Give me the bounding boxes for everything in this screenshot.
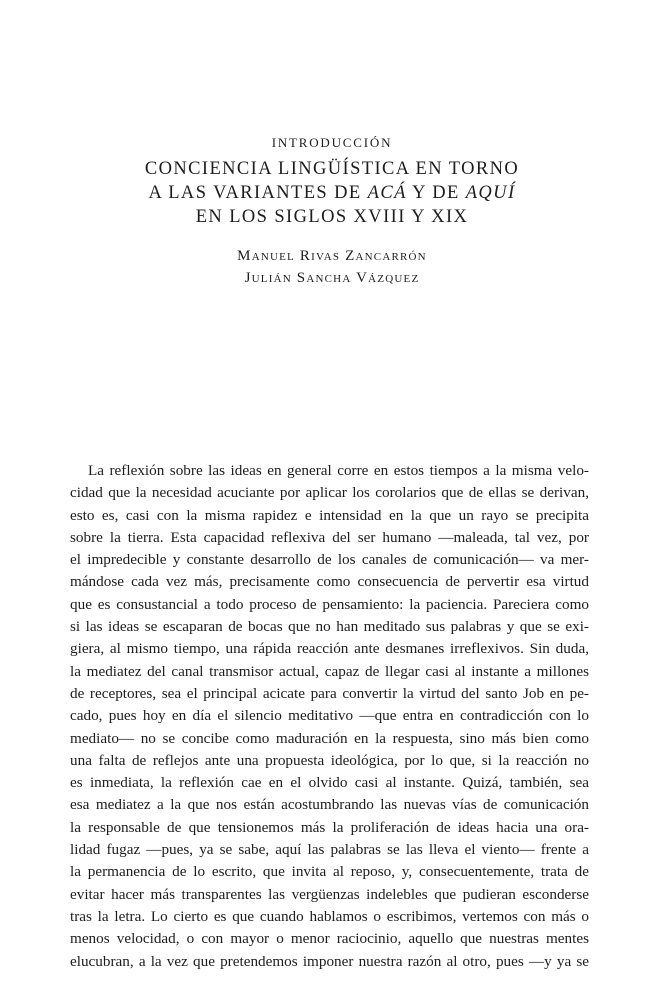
text-line: que es consustancial a todo proceso de pensamiento: la paciencia. Pareciera como bbox=[70, 595, 589, 613]
text-line: mándose cada vez más, precisamente como consecuencia de pervertir esa virtud bbox=[70, 573, 589, 591]
text-line: es inmediata, la reflexión cae en el olvido casi al instante. Quizá, también, sea bbox=[70, 774, 589, 792]
text-line: lidad fugaz —pues, ya se sabe, aquí las palabras se las lleva el viento— frente a bbox=[70, 841, 589, 859]
chapter-header bbox=[0, 134, 650, 289]
text-line: el impredecible y constante desarrollo de los canales de comunicación— va mer- bbox=[70, 551, 589, 569]
text-line: elucubran, a la vez que pretendemos imponer nuestra razón al otro, pues —y ya se bbox=[70, 952, 589, 970]
text-line: esto es, casi con la misma rapidez e intensidad en la que un rayo se precipita bbox=[70, 506, 589, 524]
title-word-aqui: AQUÍ bbox=[465, 183, 516, 203]
section-label: INTRODUCCIÓN bbox=[271, 135, 393, 150]
text-line: si las ideas se escaparan de bocas que no han meditado sus palabras y que se exi- bbox=[70, 618, 589, 636]
author-name: Manuel Rivas Zancarrón bbox=[237, 248, 427, 264]
text-line: de receptores, sea el principal acicate para convertir la virtud del santo Job en pe- bbox=[70, 684, 589, 702]
text-line: la responsable de que tensionemos más la proliferación de ideas hacia una ora- bbox=[70, 818, 589, 836]
text-line: cado, pues hoy en día el silencio meditativo —que entra en contradicción con lo bbox=[70, 707, 589, 725]
chapter-title bbox=[14, 157, 650, 229]
title-line-2 bbox=[14, 181, 650, 205]
text-line: menos velocidad, o con mayor o menor raciocinio, aquello que nuestras mentes bbox=[70, 930, 589, 948]
body-paragraph bbox=[70, 460, 589, 973]
text-line: La reflexión sobre las ideas en general corre en estos tiempos a la misma velo- bbox=[88, 462, 589, 479]
text-line: sobre la tierra. Esta capacidad reflexiva del ser humano —maleada, tal vez, por bbox=[70, 528, 589, 546]
title-word-aca: ACÁ bbox=[367, 183, 407, 203]
text-line: tras la letra. Lo cierto es que cuando hablamos o escribimos, vertemos con más o bbox=[70, 907, 589, 925]
title-line-2-prefix: A LAS VARIANTES DE bbox=[148, 183, 368, 203]
title-line-1: CONCIENCIA LINGÜÍSTICA EN TORNO bbox=[144, 159, 520, 179]
text-line: cidad que la necesidad acuciante por aplicar los corolarios que de ellas se derivan, bbox=[70, 484, 589, 502]
text-line: evitar hacer más transparentes las vergüenzas indelebles que pudieran esconderse bbox=[70, 885, 589, 903]
title-line-2-mid: Y DE bbox=[406, 183, 466, 203]
text-line: la mediatez del canal transmisor actual, capaz de llegar casi al instante a millones bbox=[70, 662, 589, 680]
author-name: Julián Sancha Vázquez bbox=[244, 270, 420, 286]
text-line: la permanencia de lo escrito, que invita al reposo, y, consecuentemente, trata de bbox=[70, 863, 589, 881]
text-line: giera, al mismo tiempo, una rápida reacción ante desmanes irreflexivos. Sin duda, bbox=[70, 640, 589, 658]
text-line: mediato— no se concibe como maduración en la respuesta, sino más bien como bbox=[70, 729, 589, 747]
authors bbox=[14, 245, 650, 289]
text-line: esa mediatez a la que nos están acostumbrando las nuevas vías de comunicación bbox=[70, 796, 589, 814]
text-line: una falta de reflejos ante una propuesta ideológica, por lo que, si la reacción no bbox=[70, 751, 589, 769]
title-line-3: EN LOS SIGLOS XVIII Y XIX bbox=[195, 207, 469, 227]
